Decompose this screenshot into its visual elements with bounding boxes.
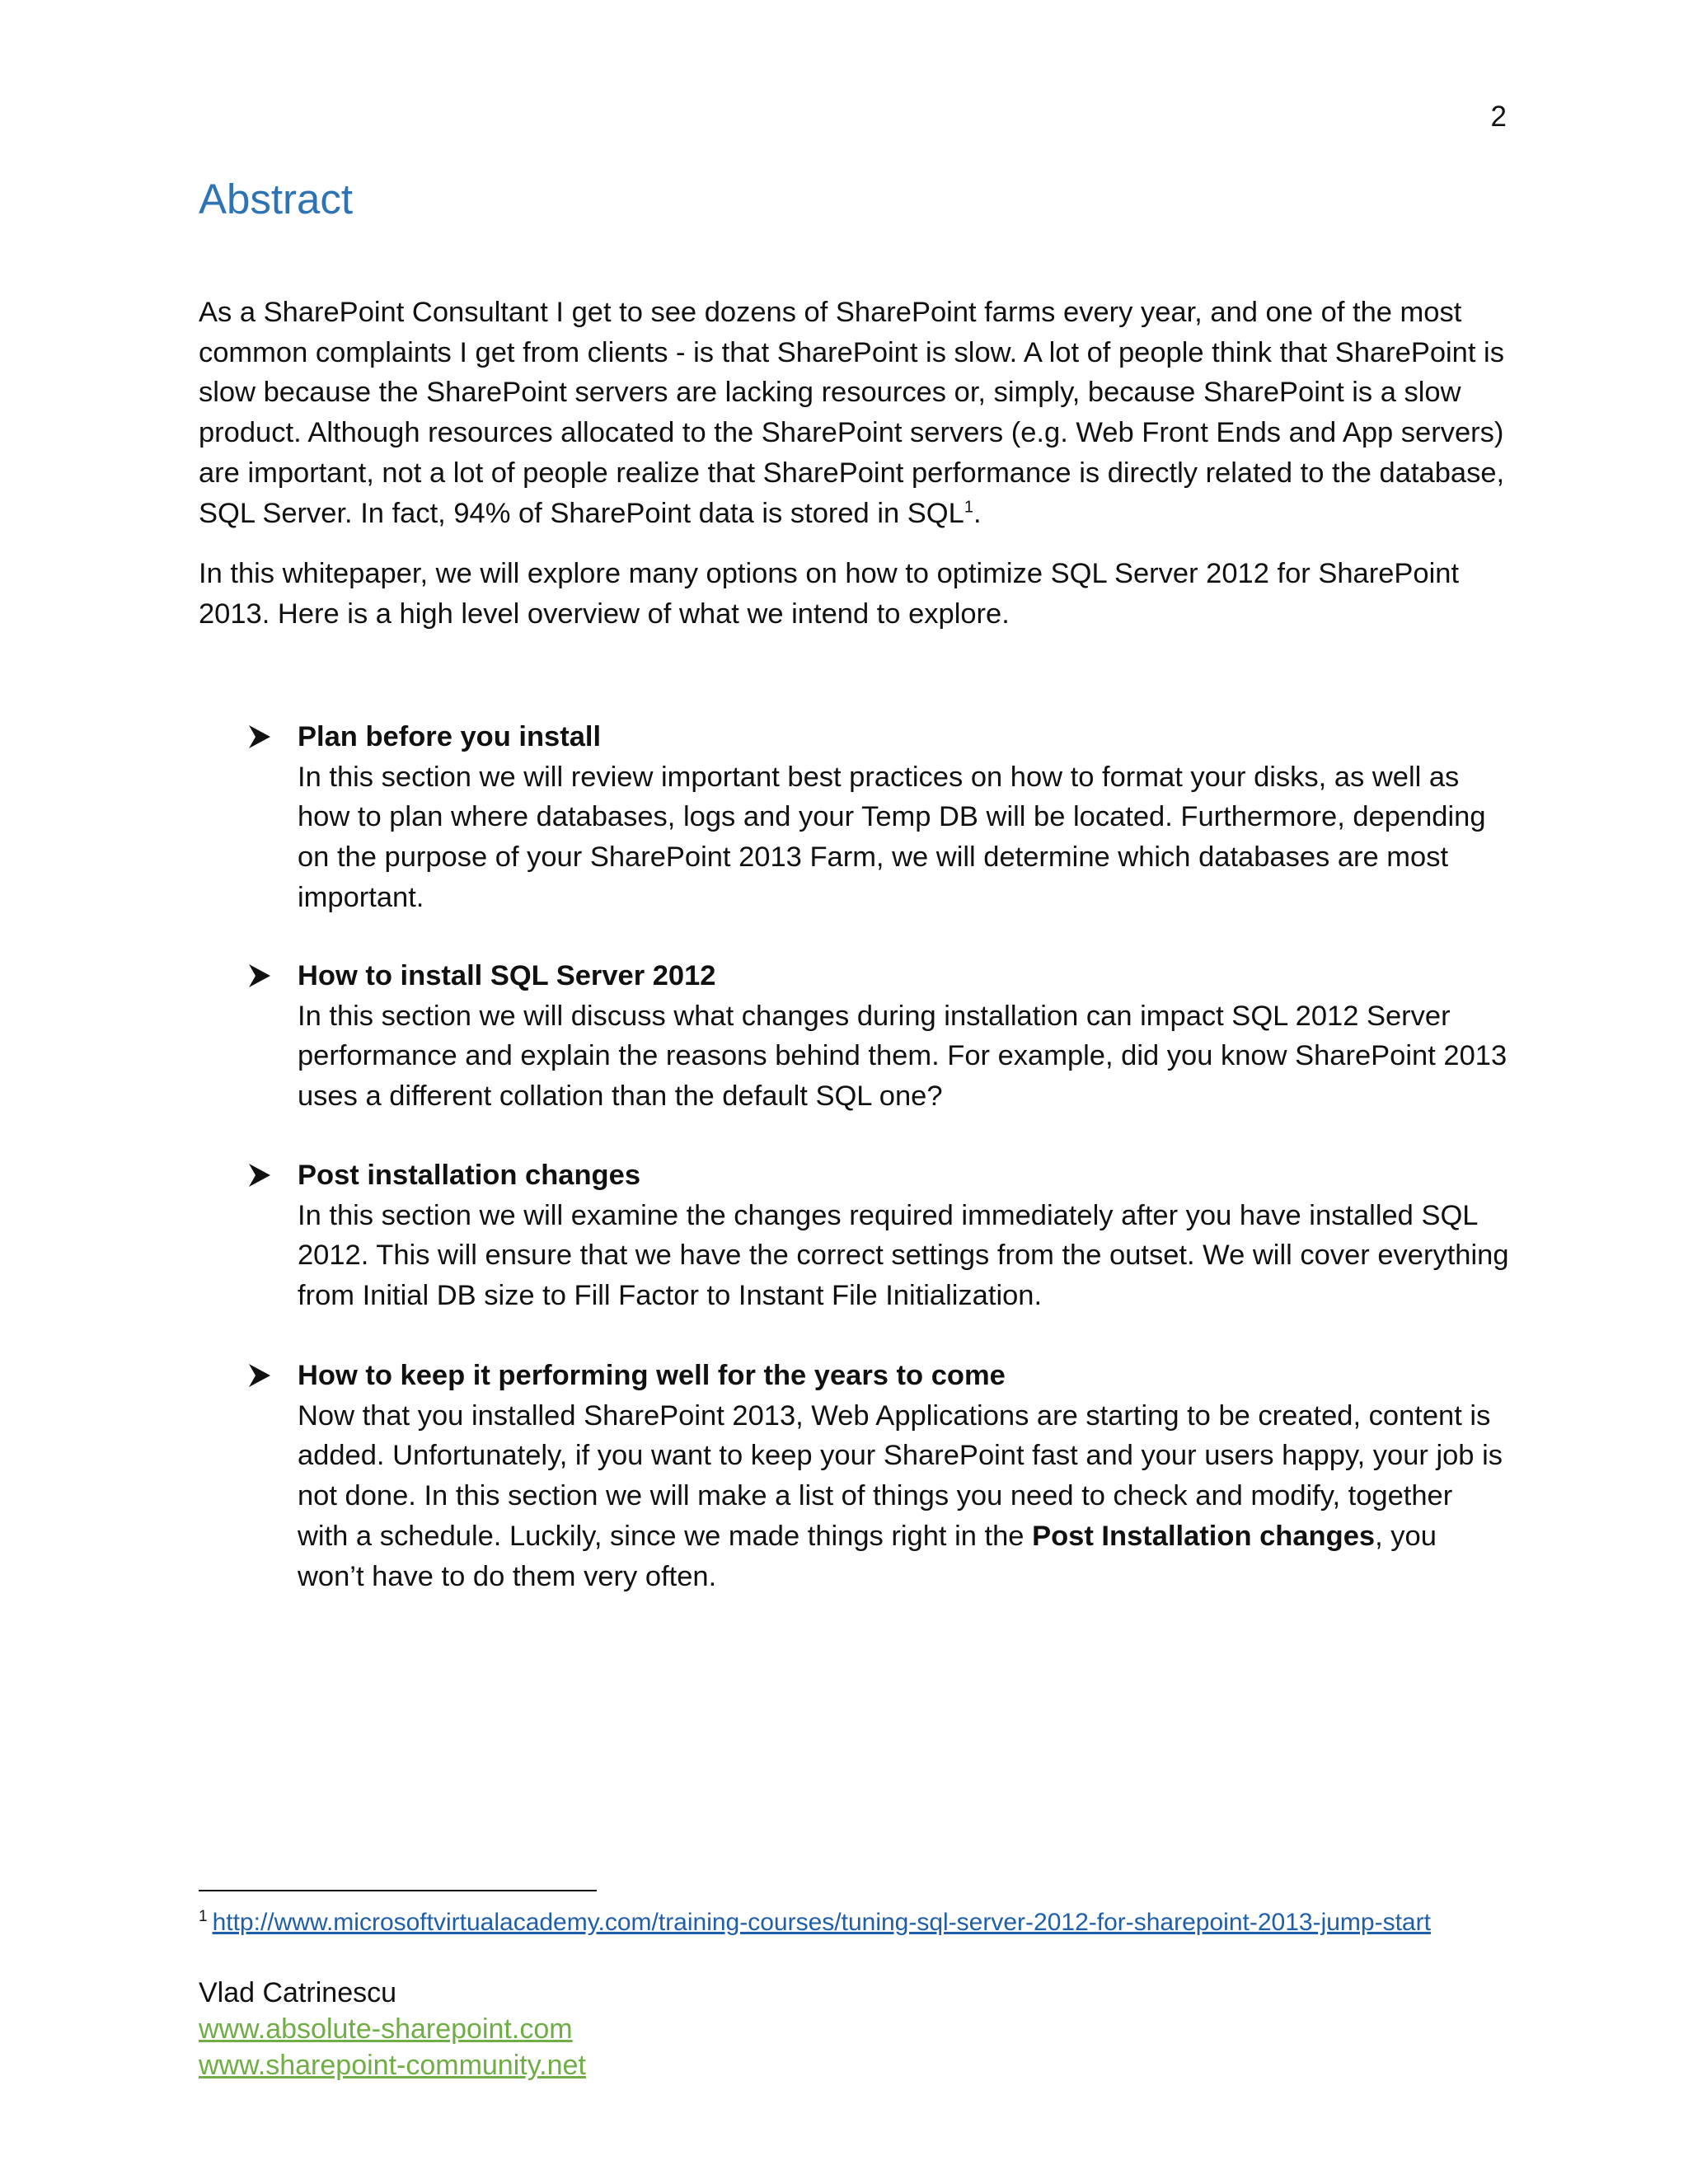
intro-paragraph-2: In this whitepaper, we will explore many options on how to optimize SQL Server 2012 for SharePoint 2013. Here is a high level overview of what we intend to explore. [199, 558, 1460, 630]
section-description [298, 1396, 1509, 1597]
page-title: Abstract [199, 176, 354, 223]
arrowhead-bullet-icon [247, 720, 272, 753]
footer [199, 1975, 1188, 2083]
section-heading: Post installation changes [298, 1160, 641, 1191]
section-description: In this section we will review important best practices on how to format your disks, as well as how to plan where databases, logs and your Temp DB will be located. Furthermore, depending on the purpose of your SharePoint 2013 Farm, we will determine which databases are most important. [298, 761, 1486, 913]
intro-paragraph-1 [199, 293, 1509, 533]
footnote-separator [199, 1890, 597, 1891]
section-text-bold: Post Installation changes [1032, 1520, 1376, 1552]
footnote-link[interactable]: http://www.microsoftvirtualacademy.com/training-courses/tuning-sql-server-2012-for-sharepoint-2013-jump-start [212, 1909, 1431, 1936]
intro-paragraph-1-text: As a SharePoint Consultant I get to see dozens of SharePoint farms every year, and one of the most common complaints I get from clients - is that SharePoint is slow. A lot of people think that SharePoint is slow because the SharePoint servers are lacking resources or, simply, because SharePoint is a slow product. Although resources allocated to the SharePoint servers (e.g. Web Front Ends and App servers) are important, not a lot of people realize that SharePoint performance is directly related to the database, SQL Server. In fact, 94% of SharePoint data is stored in SQL [199, 297, 1505, 529]
sharepoint-community-link[interactable]: www.sharepoint-community.net [199, 2050, 586, 2081]
arrowhead-bullet-icon [247, 1159, 272, 1192]
page-number: 2 [1490, 101, 1507, 133]
section-description: In this section we will discuss what changes during installation can impact SQL 2012 Server performance and explain the reasons behind them. For example, did you know SharePoint 2013 uses a different collation than the default SQL one? [298, 1000, 1507, 1113]
footnote [199, 1905, 1484, 1939]
author-name: Vlad Catrinescu [199, 1977, 397, 2008]
section-heading: Plan before you install [298, 721, 602, 752]
arrowhead-bullet-icon [247, 1359, 272, 1392]
section-description: In this section we will examine the changes required immediately after you have installed SQL 2012. This will ensure that we have the correct settings from the outset. We will cover everything from Initial DB size to Fill Factor to Instant File Initialization. [298, 1199, 1509, 1312]
section-text-after: , you won’t have to do them very often. [298, 1520, 1437, 1592]
absolute-sharepoint-link[interactable]: www.absolute-sharepoint.com [199, 2013, 573, 2045]
footnote-reference: 1 [964, 498, 973, 517]
section-text-before: Now that you installed SharePoint 2013, Web Applications are starting to be created, content is added. Unfortunately, if you want to keep your SharePoint fast and your users happy, your job is not done. In this section we will make a list of things you need to check and modify, together with a schedule. Luckily, since we made things right in the [298, 1399, 1503, 1552]
footnote-marker: 1 [199, 1908, 208, 1925]
arrowhead-bullet-icon [247, 959, 272, 992]
section-heading: How to keep it performing well for the years to come [298, 1360, 1006, 1391]
intro-paragraph-1-end: . [973, 497, 982, 529]
section-heading: How to install SQL Server 2012 [298, 960, 716, 991]
